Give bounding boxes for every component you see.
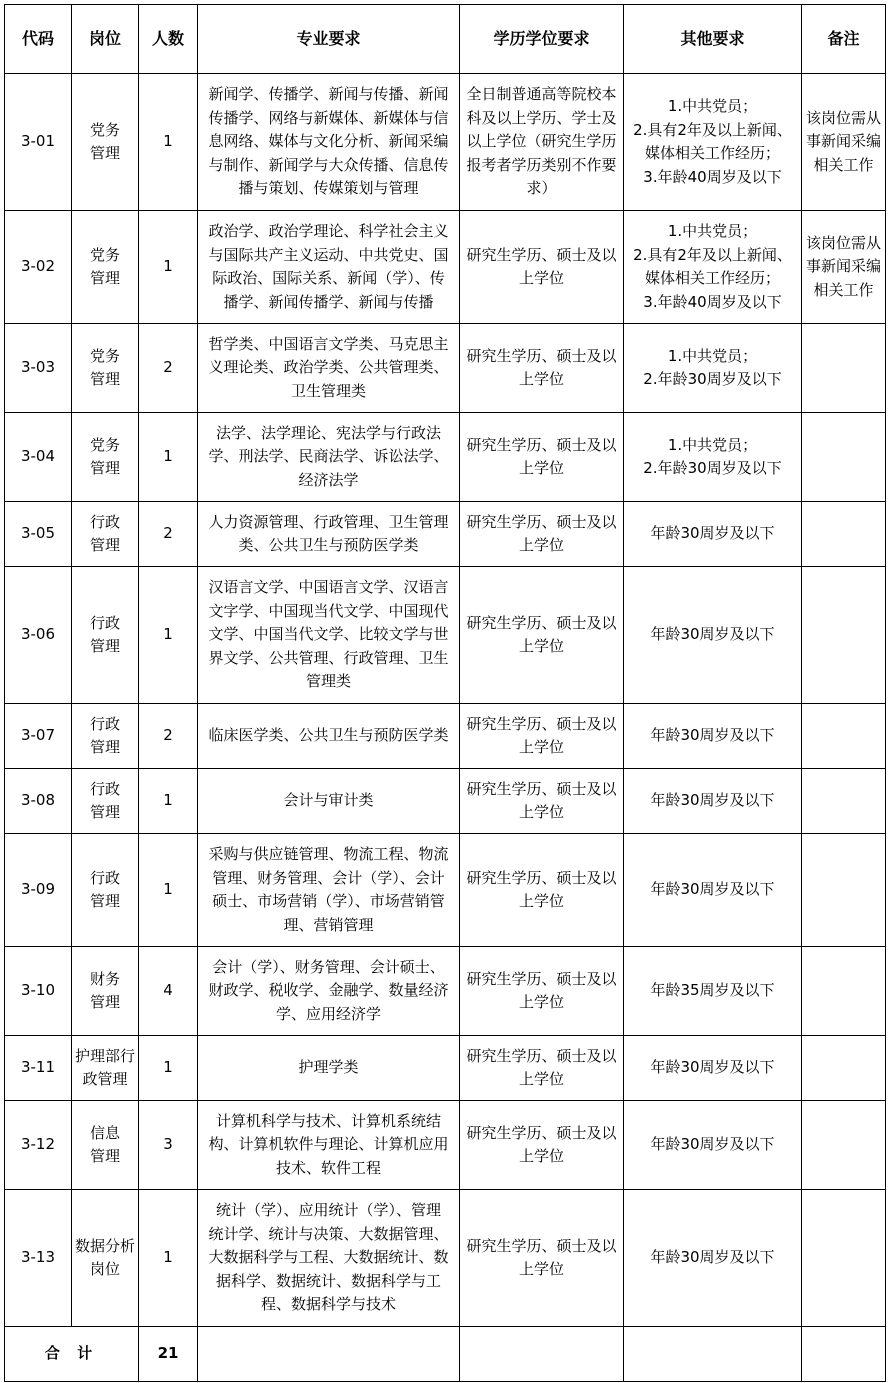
cell-major-line: 汉语言文学、中国语言文学、汉语言 [208,578,449,597]
cell-position-line: 管理 [89,1147,120,1165]
cell-other-line: 年龄30周岁及以下 [650,1058,775,1077]
cell-major-line: 管理类 [305,672,351,691]
cell-education-line: 研究生学历、硕士及以 [466,1236,617,1255]
total-empty-major [198,1327,460,1382]
table-row [5,502,886,567]
cell-major [198,211,460,324]
cell-major-line: 学、应用经济学 [275,1004,381,1023]
cell-education-line: 研究生学历、硕士及以 [466,435,617,454]
cell-position-line: 数据分析 [74,1236,135,1255]
cell-education-line: 上学位 [518,1147,564,1165]
cell-count: 1 [139,413,198,502]
header-count: 人数 [139,5,198,74]
cell-code: 3-13 [5,1190,72,1327]
cell-education-line: 求） [526,179,557,198]
table-footer [5,1327,886,1382]
cell-note-line: 该岗位需从 [805,233,881,252]
cell-education-line: 研究生学历、硕士及以 [466,613,617,632]
header-note: 备注 [802,5,886,74]
cell-major-line: 播学、新闻传播学、新闻与传播 [223,292,434,311]
cell-position [72,769,139,834]
header-major: 专业要求 [198,5,460,74]
header-other: 其他要求 [624,5,802,74]
cell-major-line: 统计学、统计与决策、大数据管理、 [208,1224,449,1243]
cell-major-line: 大数据科学与工程、大数据统计、数 [208,1248,449,1267]
cell-major [198,1036,460,1101]
cell-position [72,1101,139,1190]
cell-major-line: 卫生管理类 [290,381,366,400]
cell-note [802,74,886,211]
cell-count: 1 [139,211,198,324]
cell-major-line: 新闻学、传播学、新闻与传播、新闻 [208,85,449,104]
cell-code: 3-02 [5,211,72,324]
cell-position [72,211,139,324]
cell-note [802,769,886,834]
cell-position [72,567,139,704]
cell-major-line: 传播学、网络与新媒体、新媒体与信 [208,108,449,127]
cell-position-line: 管理 [89,803,120,821]
cell-other-line: 2.年龄30周岁及以下 [643,459,782,477]
cell-major [198,1190,460,1327]
cell-position-line: 管理 [89,892,120,910]
cell-position [72,502,139,567]
cell-other-line: 媒体相关工作经历； [644,269,780,287]
cell-position-line: 管理 [89,738,120,756]
cell-education [460,211,624,324]
cell-education-line: 研究生学历、硕士及以 [466,1123,617,1142]
cell-other-line: 年龄30周岁及以下 [650,880,775,899]
cell-major-line: 采购与供应链管理、物流工程、物流 [208,845,449,863]
total-empty-note [802,1327,886,1382]
cell-education [460,1190,624,1327]
cell-position-line: 护理部行 [74,1046,135,1065]
cell-major-line: 管理、财务管理、会计（学）、会计 [212,868,445,887]
cell-other-line: 媒体相关工作经历； [644,144,780,162]
cell-major-line: 统计（学）、应用统计（学）、管理 [215,1201,441,1220]
cell-major-line: 计算机科学与技术、计算机系统结 [215,1111,441,1130]
cell-count: 1 [139,834,198,947]
cell-major-line: 哲学类、中国语言文学类、马克思主 [208,334,449,353]
cell-education-line: 上学位 [518,536,564,554]
cell-count: 1 [139,1036,198,1101]
table-row [5,567,886,704]
cell-count: 1 [139,567,198,704]
cell-other [624,324,802,413]
cell-other-line: 年龄30周岁及以下 [650,1135,775,1154]
cell-other-line: 3.年龄40周岁及以下 [643,167,782,186]
cell-education [460,74,624,211]
cell-education-line: 研究生学历、硕士及以 [466,868,617,887]
cell-education-line: 报考者学历类别不作要 [466,155,617,174]
cell-position-line: 行政 [89,512,120,531]
cell-education [460,769,624,834]
cell-education-line: 上学位 [518,269,564,287]
cell-other-line: 2.具有2年及以上新闻、 [633,245,792,264]
cell-other-line: 1.中共党员； [667,97,758,115]
cell-other-line: 年龄30周岁及以下 [650,625,775,644]
table-row [5,211,886,324]
cell-major-line: 程、数据科学与技术 [260,1295,396,1314]
cell-position-line: 管理 [89,269,120,287]
cell-education [460,502,624,567]
cell-other [624,502,802,567]
cell-other-line: 2.具有2年及以上新闻、 [633,120,792,139]
cell-major [198,567,460,704]
table-row [5,834,886,947]
table-header [5,5,886,74]
cell-other-line: 1.中共党员； [667,222,758,240]
cell-education-line: 全日制普通高等院校本 [466,85,617,104]
cell-count: 1 [139,769,198,834]
cell-position-line: 管理 [89,536,120,554]
cell-count: 2 [139,324,198,413]
cell-position-line: 行政 [89,868,120,887]
cell-note-line: 事新闻采编 [805,132,881,151]
cell-note-line: 该岗位需从 [805,108,881,127]
cell-other [624,413,802,502]
cell-major-line: 际政治、国际关系、新闻（学）、传 [212,269,445,287]
header-code: 代码 [5,5,72,74]
cell-other [624,834,802,947]
cell-code: 3-08 [5,769,72,834]
cell-education [460,1101,624,1190]
cell-position [72,704,139,769]
cell-code: 3-03 [5,324,72,413]
cell-education-line: 研究生学历、硕士及以 [466,714,617,733]
total-label: 合 计 [5,1327,139,1382]
recruitment-table [4,4,886,1382]
cell-education [460,704,624,769]
cell-major-line: 政治学、政治学理论、科学社会主义 [208,222,449,240]
cell-major-line: 硕士、市场营销（学）、市场营销管 [212,892,445,910]
cell-count: 1 [139,1190,198,1327]
cell-note [802,1190,886,1327]
cell-education-line: 上学位 [518,459,564,477]
cell-position-line: 政管理 [82,1070,128,1088]
cell-position [72,947,139,1036]
cell-code: 3-05 [5,502,72,567]
cell-education-line: 上学位 [518,637,564,655]
cell-major-line: 临床医学类、公共卫生与预防医学类 [208,726,449,745]
table-row [5,1190,886,1327]
table-row [5,704,886,769]
cell-education [460,413,624,502]
table-row [5,1101,886,1190]
cell-other [624,1101,802,1190]
cell-major-line: 播与策划、传媒策划与管理 [238,179,419,198]
cell-code: 3-06 [5,567,72,704]
cell-other-line: 年龄30周岁及以下 [650,726,775,745]
cell-education-line: 上学位 [518,803,564,821]
cell-position-line: 行政 [89,613,120,632]
cell-major-line: 会计与审计类 [283,791,374,810]
cell-education [460,324,624,413]
cell-position [72,324,139,413]
total-count: 21 [139,1327,198,1382]
cell-education [460,1036,624,1101]
cell-position [72,74,139,211]
cell-major-line: 文学、中国当代文学、比较文学与世 [208,625,449,644]
cell-position [72,413,139,502]
cell-major-line: 与制作、新闻学与大众传播、信息传 [208,155,449,174]
cell-other [624,704,802,769]
cell-major-line: 构、计算机软件与理论、计算机应用 [208,1135,449,1154]
cell-education-line: 研究生学历、硕士及以 [466,1046,617,1065]
cell-education [460,567,624,704]
cell-other [624,567,802,704]
cell-major-line: 类、公共卫生与预防医学类 [238,536,419,554]
cell-major-line: 法学、法学理论、宪法学与行政法 [215,423,441,442]
cell-major [198,1101,460,1190]
cell-position-line: 管理 [89,144,120,162]
cell-position [72,834,139,947]
cell-note [802,502,886,567]
cell-major-line: 界文学、公共管理、行政管理、卫生 [208,648,449,667]
table-row [5,947,886,1036]
cell-note [802,567,886,704]
cell-other-line: 3.年龄40周岁及以下 [643,292,782,311]
cell-major-line: 理、营销管理 [283,915,374,934]
table-row [5,324,886,413]
cell-other-line: 年龄30周岁及以下 [650,791,775,810]
cell-education-line: 研究生学历、硕士及以 [466,512,617,531]
total-empty-other [624,1327,802,1382]
cell-note [802,704,886,769]
cell-major [198,769,460,834]
cell-position [72,1190,139,1327]
cell-major-line: 息网络、媒体与文化分析、新闻采编 [208,132,449,151]
cell-major [198,74,460,211]
table-body [5,74,886,1327]
cell-note [802,1101,886,1190]
cell-other-line: 1.中共党员； [667,346,758,365]
cell-position-line: 管理 [89,459,120,477]
cell-position-line: 岗位 [89,1260,120,1278]
cell-major-line: 学、刑法学、民商法学、诉讼法学、 [208,447,449,466]
cell-education-line: 研究生学历、硕士及以 [466,245,617,264]
table-row [5,413,886,502]
cell-code: 3-01 [5,74,72,211]
cell-major-line: 护理学类 [298,1058,359,1077]
cell-major [198,413,460,502]
table-row [5,74,886,211]
cell-education [460,947,624,1036]
cell-other-line: 年龄30周岁及以下 [650,524,775,543]
cell-major [198,704,460,769]
cell-count: 3 [139,1101,198,1190]
cell-other-line: 年龄30周岁及以下 [650,1248,775,1267]
cell-note [802,834,886,947]
cell-note [802,211,886,324]
cell-education-line: 以上学位（研究生学历 [466,132,617,151]
table-row [5,1036,886,1101]
cell-position-line: 行政 [89,714,120,733]
cell-note [802,947,886,1036]
cell-code: 3-12 [5,1101,72,1190]
cell-position [72,1036,139,1101]
cell-education-line: 上学位 [518,892,564,910]
cell-position-line: 财务 [89,969,120,988]
cell-major-line: 经济法学 [298,470,359,489]
cell-major [198,324,460,413]
cell-note [802,1036,886,1101]
cell-count: 4 [139,947,198,1036]
table-row [5,769,886,834]
cell-education-line: 科及以上学历、学士及 [466,108,617,127]
cell-position-line: 管理 [89,637,120,655]
cell-other [624,1036,802,1101]
total-empty-education [460,1327,624,1382]
header-education: 学历学位要求 [460,5,624,74]
cell-position-line: 管理 [89,370,120,388]
cell-position-line: 党务 [89,346,120,365]
cell-count: 1 [139,74,198,211]
cell-major-line: 义理论类、政治学类、公共管理类、 [208,358,449,377]
cell-education-line: 上学位 [518,370,564,388]
cell-other [624,74,802,211]
cell-code: 3-11 [5,1036,72,1101]
cell-major [198,947,460,1036]
cell-position-line: 行政 [89,779,120,798]
cell-code: 3-04 [5,413,72,502]
cell-position-line: 党务 [89,435,120,454]
cell-other [624,211,802,324]
header-position: 岗位 [72,5,139,74]
cell-count: 2 [139,704,198,769]
cell-education-line: 上学位 [518,993,564,1011]
cell-education-line: 研究生学历、硕士及以 [466,346,617,365]
cell-major-line: 据科学、数据统计、数据科学与工 [215,1271,441,1290]
cell-education-line: 研究生学历、硕士及以 [466,779,617,798]
cell-education [460,834,624,947]
cell-other [624,769,802,834]
cell-position-line: 信息 [89,1123,120,1142]
cell-note-line: 事新闻采编 [805,257,881,276]
cell-other-line: 年龄35周岁及以下 [650,981,775,1000]
cell-education-line: 上学位 [518,1260,564,1278]
cell-note [802,413,886,502]
cell-education-line: 上学位 [518,1070,564,1088]
cell-major-line: 人力资源管理、行政管理、卫生管理 [208,512,449,531]
cell-other-line: 1.中共党员； [667,435,758,454]
cell-note-line: 相关工作 [813,280,874,299]
cell-major-line: 会计（学）、财务管理、会计硕士、 [212,957,445,976]
cell-other [624,1190,802,1327]
cell-count: 2 [139,502,198,567]
cell-major-line: 文字学、中国现当代文学、中国现代 [208,601,449,620]
cell-position-line: 党务 [89,120,120,139]
cell-other [624,947,802,1036]
cell-position-line: 管理 [89,993,120,1011]
cell-note-line: 相关工作 [813,155,874,174]
cell-code: 3-09 [5,834,72,947]
cell-other-line: 2.年龄30周岁及以下 [643,370,782,388]
cell-education-line: 研究生学历、硕士及以 [466,969,617,988]
cell-position-line: 党务 [89,245,120,264]
cell-note [802,324,886,413]
cell-major-line: 技术、软件工程 [275,1158,381,1177]
cell-major [198,502,460,567]
cell-code: 3-07 [5,704,72,769]
cell-major [198,834,460,947]
cell-major-line: 财政学、税收学、金融学、数量经济 [208,981,449,1000]
cell-education-line: 上学位 [518,738,564,756]
cell-code: 3-10 [5,947,72,1036]
cell-major-line: 与国际共产主义运动、中共党史、国 [208,245,449,264]
